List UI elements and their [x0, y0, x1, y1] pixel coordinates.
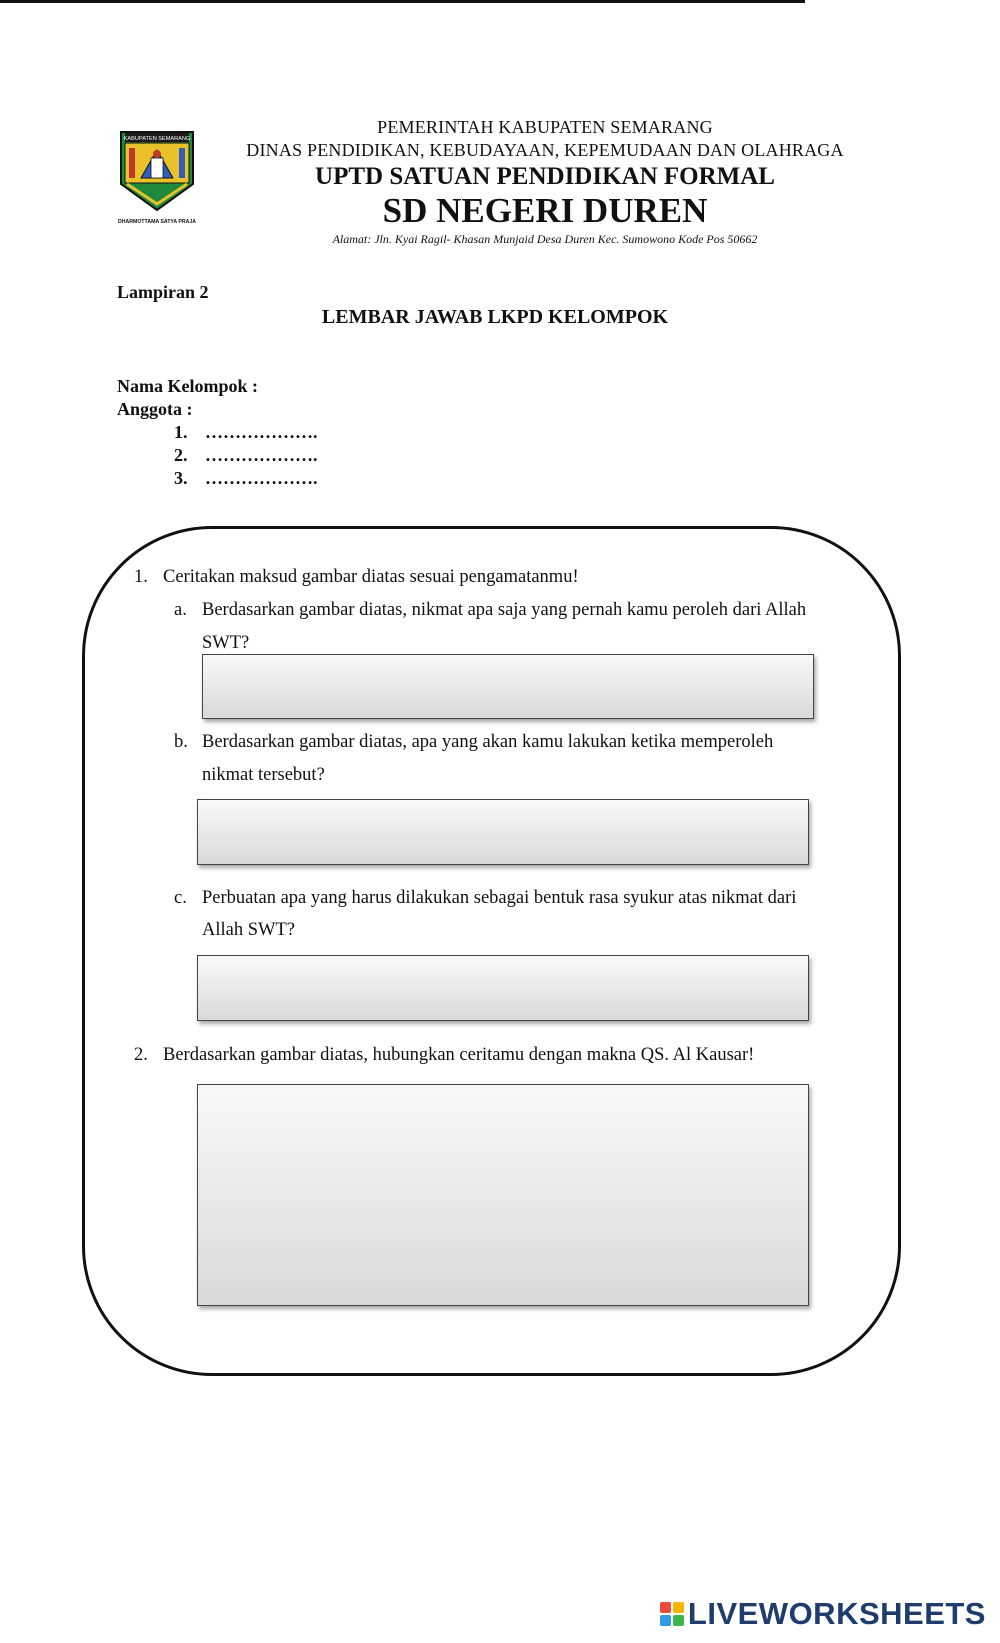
question-1 — [134, 561, 579, 594]
member-number: 2. — [174, 445, 188, 465]
header-divider — [0, 0, 805, 3]
school-address: Alamat: Jln. Kyai Ragil- Khasan Munjaid Desa Duren Kec. Sumowono Kode Pos 50662 — [332, 232, 758, 246]
member-row — [174, 422, 318, 443]
sub-question-letter: b. — [174, 732, 188, 752]
liveworksheets-brand — [660, 1596, 986, 1632]
sub-question-c — [174, 882, 796, 915]
brand-name: LIVEWORKSHEETS — [687, 1596, 986, 1631]
logo-motto: DHARMOTTAMA SATYA PRAJA — [118, 219, 196, 225]
regency-logo — [117, 130, 197, 228]
sub-question-text-line2: nikmat tersebut? — [202, 765, 325, 785]
question-text: Berdasarkan gambar diatas, hubungkan ceritamu dengan makna QS. Al Kausar! — [163, 1045, 755, 1065]
sub-question-text-line1: Berdasarkan gambar diatas, nikmat apa saja yang pernah kamu peroleh dari Allah — [202, 600, 807, 620]
group-name-label: Nama Kelompok : — [117, 376, 258, 396]
member-row — [174, 468, 318, 489]
question-number: 1. — [134, 567, 148, 587]
question-2 — [134, 1039, 754, 1072]
page-title: LEMBAR JAWAB LKPD KELOMPOK — [321, 306, 669, 328]
appendix-label: Lampiran 2 — [117, 282, 209, 302]
liveworksheets-logo-icon — [660, 1602, 684, 1626]
government-name: PEMERINTAH KABUPATEN SEMARANG — [377, 117, 713, 137]
member-blank: ………………. — [205, 422, 318, 442]
answer-field-q2[interactable] — [197, 1084, 809, 1306]
members-label: Anggota : — [117, 399, 193, 419]
sub-question-a — [174, 594, 806, 627]
sub-question-b — [174, 726, 773, 759]
letterhead — [220, 115, 870, 245]
member-blank: ………………. — [205, 445, 318, 465]
member-number: 3. — [174, 468, 188, 488]
department-name: DINAS PENDIDIKAN, KEBUDAYAAN, KEPEMUDAAN DAN OLAHRAGA — [246, 140, 844, 160]
sub-question-letter: a. — [174, 600, 187, 620]
sub-question-text-line2: SWT? — [202, 633, 250, 653]
member-number: 1. — [174, 422, 188, 442]
sub-question-letter: c. — [174, 888, 187, 908]
question-number: 2. — [134, 1045, 148, 1065]
member-row — [174, 445, 318, 466]
sub-question-text-line2: Allah SWT? — [202, 920, 295, 940]
answer-field-a[interactable] — [202, 654, 814, 719]
question-text: Ceritakan maksud gambar diatas sesuai pengamatanmu! — [163, 567, 579, 587]
school-name: SD NEGERI DUREN — [382, 191, 708, 230]
sub-question-text-line1: Perbuatan apa yang harus dilakukan sebagai bentuk rasa syukur atas nikmat dari — [202, 888, 797, 908]
member-blank: ………………. — [205, 468, 318, 488]
sub-question-text-line1: Berdasarkan gambar diatas, apa yang akan kamu lakukan ketika memperoleh — [202, 732, 774, 752]
answer-field-c[interactable] — [197, 955, 809, 1021]
unit-name: UPTD SATUAN PENDIDIKAN FORMAL — [315, 163, 775, 190]
answer-field-b[interactable] — [197, 799, 809, 865]
logo-top-text: KABUPATEN SEMARANG — [123, 136, 191, 142]
